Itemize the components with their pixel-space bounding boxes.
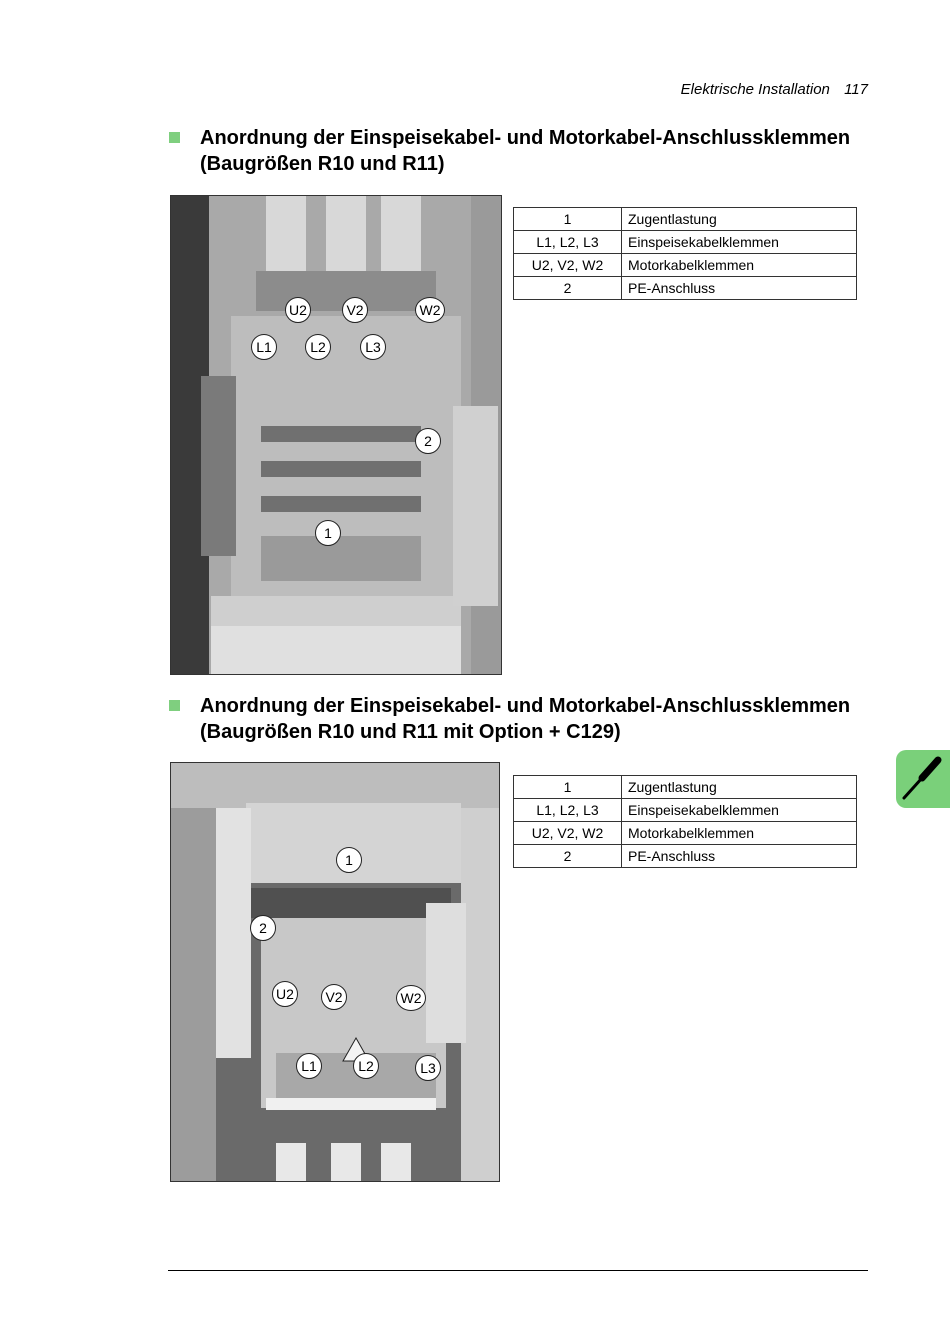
table-row: L1, L2, L3 Einspeisekabelklemmen xyxy=(514,231,857,254)
cabinet-photo-2 xyxy=(170,762,500,1182)
section-bullet xyxy=(169,700,180,711)
page-number: 117 xyxy=(844,81,868,98)
label-1: 1 xyxy=(315,520,341,546)
label-v2: V2 xyxy=(321,984,347,1010)
table-row: 2 PE-Anschluss xyxy=(514,277,857,300)
label-l3: L3 xyxy=(415,1055,441,1081)
header-section: Elektrische Installation xyxy=(680,81,830,98)
label-2: 2 xyxy=(250,915,276,941)
table-row: U2, V2, W2 Motorkabelklemmen xyxy=(514,254,857,277)
section-bullet xyxy=(169,132,180,143)
label-w2: W2 xyxy=(396,985,426,1011)
chapter-tab xyxy=(896,750,950,808)
legend-table-2 xyxy=(513,775,857,868)
table-row: L1, L2, L3 Einspeisekabelklemmen xyxy=(514,799,857,822)
section-title-1: Anordnung der Einspeisekabel- und Motorkabel-Anschlussklemmen (Baugrößen R10 und R11) xyxy=(200,127,851,175)
footer-rule xyxy=(168,1270,868,1271)
running-header xyxy=(681,81,868,98)
label-l1: L1 xyxy=(251,334,277,360)
table-row: 1 Zugentlastung xyxy=(514,208,857,231)
legend-table-1 xyxy=(513,207,857,300)
section-title-2: Anordnung der Einspeisekabel- und Motorkabel-Anschlussklemmen (Baugrößen R10 und R11 mit Option + C129) xyxy=(200,695,851,743)
table-row: U2, V2, W2 Motorkabelklemmen xyxy=(514,822,857,845)
label-2: 2 xyxy=(415,428,441,454)
screwdriver-icon xyxy=(896,750,950,808)
label-l3: L3 xyxy=(360,334,386,360)
label-u2: U2 xyxy=(285,297,311,323)
label-l2: L2 xyxy=(305,334,331,360)
label-u2: U2 xyxy=(272,981,298,1007)
label-1: 1 xyxy=(336,847,362,873)
label-w2: W2 xyxy=(415,297,445,323)
label-l1: L1 xyxy=(296,1053,322,1079)
table-row: 2 PE-Anschluss xyxy=(514,845,857,868)
label-l2: L2 xyxy=(353,1053,379,1079)
cabinet-photo-1 xyxy=(170,195,502,675)
table-row: 1 Zugentlastung xyxy=(514,776,857,799)
label-v2: V2 xyxy=(342,297,368,323)
